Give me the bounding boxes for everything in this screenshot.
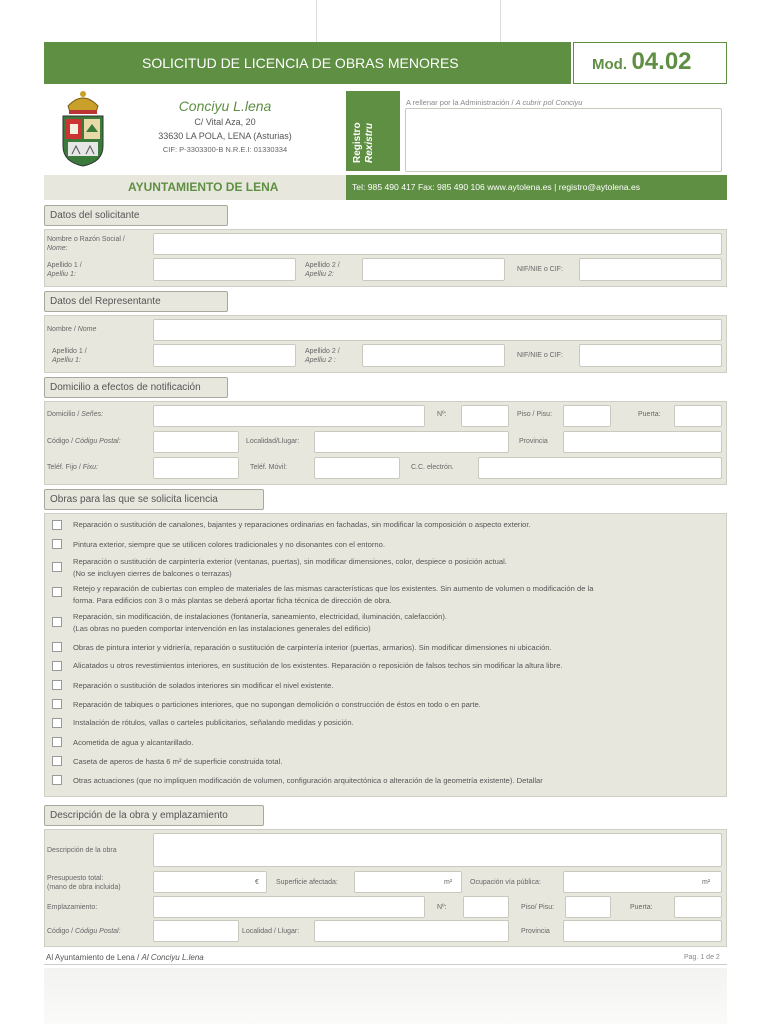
telefono-input[interactable] xyxy=(153,457,239,479)
obra-checkbox[interactable] xyxy=(52,539,62,549)
label-superficie: Superficie afectada: xyxy=(276,879,338,886)
registro-note: A rellenar por la Administración / A cubrir pol Conciyu xyxy=(406,98,583,107)
label-numero: Nº: xyxy=(437,411,447,418)
registro-label: Registro Rexistru xyxy=(352,122,375,163)
section-domicilio: Domicilio a efectos de notificación xyxy=(44,377,228,398)
label-rep-apellido1: Apellido 1 / Apelliu 1: xyxy=(52,348,87,364)
label-emp-puerta: Puerta: xyxy=(630,904,653,911)
obra-item-note: (No se incluyen cierres de balcones o terrazas) xyxy=(73,569,232,578)
emp-numero-input[interactable] xyxy=(463,896,509,918)
label-emp-numero: Nº: xyxy=(437,904,447,911)
page-number: Pag. 1 de 2 xyxy=(684,954,720,961)
obra-item: Reparación, sin modificación, de instalaciones (fontanería, saneamiento, electricidad, iluminación, calefacción). xyxy=(73,612,447,621)
domicilio-input[interactable] xyxy=(153,405,425,427)
emplazamiento-input[interactable] xyxy=(153,896,425,918)
footer-recipient: Al Ayuntamiento de Lena / Al Conciyu L.lena xyxy=(46,953,204,962)
section-solicitante: Datos del solicitante xyxy=(44,205,228,226)
obra-item: Instalación de rótulos, vallas o carteles publicitarios, señalando medidas y posición. xyxy=(73,718,354,727)
label-domicilio: Domicilio / Señes: xyxy=(47,411,104,418)
obra-item: Caseta de aperos de hasta 6 m² de superficie construida total. xyxy=(73,757,283,766)
emp-piso-input[interactable] xyxy=(565,896,611,918)
puerta-input[interactable] xyxy=(674,405,722,427)
obra-checkbox[interactable] xyxy=(52,699,62,709)
label-rep-apellido2: Apellido 2 / Apelliu 2 : xyxy=(305,348,340,364)
obra-item: Alicatados u otros revestimientos interiores, en sustitución de los existentes. Reparación o reposición de falsos techos sin modificar la altura libre. xyxy=(73,661,563,670)
label-emp-provincia: Provincia xyxy=(521,928,550,935)
obra-item: Pintura exterior, siempre que se utilicen colores tradicionales y no disonantes con el entorno. xyxy=(73,540,385,549)
obra-checkbox[interactable] xyxy=(52,617,62,627)
model-prefix: Mod. xyxy=(592,56,627,73)
label-rep-nombre: Nombre / Nome xyxy=(47,326,97,333)
label-ocupacion: Ocupación vía pública: xyxy=(470,879,541,886)
localidad-input[interactable] xyxy=(314,431,509,453)
euro-symbol: € xyxy=(255,879,259,886)
obra-item: Reparación o sustitución de canalones, bajantes y reparaciones ordinarias en fachadas, sin modificar la composición o aspecto exterior. xyxy=(73,520,531,529)
obra-item: Reparación o sustitución de solados interiores sin modificar el nivel existente. xyxy=(73,681,334,690)
label-piso: Piso / Pisu: xyxy=(517,411,553,418)
model-number xyxy=(592,48,692,76)
label-apellido2: Apellido 2 / Apelliu 2: xyxy=(305,262,340,278)
institution-name: Conciyu L.lena xyxy=(178,98,272,114)
obra-checkbox[interactable] xyxy=(52,775,62,785)
model-code: 04.02 xyxy=(631,48,692,75)
footer-divider xyxy=(44,964,727,965)
nombre-input[interactable] xyxy=(153,233,722,255)
page-title: SOLICITUD DE LICENCIA DE OBRAS MENORES xyxy=(142,55,459,71)
obra-item: Acometida de agua y alcantarillado. xyxy=(73,738,194,747)
label-telefono: Teléf. Fijo / Fixu: xyxy=(47,464,98,471)
institution-cif: CIF: P-3303300-B N.R.E.I: 01330334 xyxy=(162,145,288,154)
contact-info: Tel: 985 490 417 Fax: 985 490 106 www.aytolena.es | registro@aytolena.es xyxy=(352,182,641,192)
obra-item-note: (Las obras no pueden comportar intervención en las instalaciones generales del edificio) xyxy=(73,624,371,633)
section-obras: Obras para las que se solicita licencia xyxy=(44,489,264,510)
label-nombre: Nombre o Razón Social / Nome: xyxy=(47,236,125,252)
obra-checkbox[interactable] xyxy=(52,718,62,728)
movil-input[interactable] xyxy=(314,457,400,479)
label-descripcion: Descripción de la obra xyxy=(47,847,117,854)
label-movil: Teléf. Móvil: xyxy=(250,464,287,471)
label-nif: NIF/NIE o CIF: xyxy=(517,266,563,273)
presupuesto-input[interactable] xyxy=(153,871,267,893)
registro-box[interactable] xyxy=(405,108,722,172)
obra-checkbox[interactable] xyxy=(52,737,62,747)
obra-checkbox[interactable] xyxy=(52,756,62,766)
label-emp-codigo-postal: Código / Códigu Postal: xyxy=(47,928,121,935)
rep-apellido2-input[interactable] xyxy=(362,344,505,367)
obra-checkbox[interactable] xyxy=(52,562,62,572)
label-codigo-postal: Código / Códigu Postal: xyxy=(47,438,121,445)
label-presupuesto: Presupuesto total: (mano de obra incluida) xyxy=(47,875,121,891)
label-emp-piso: Piso/ Pisu: xyxy=(521,904,555,911)
coat-of-arms-logo xyxy=(58,88,108,168)
registro-tab xyxy=(346,91,400,171)
institution-address-2: 33630 LA POLA, LENA (Asturias) xyxy=(158,131,292,141)
obra-checkbox[interactable] xyxy=(52,520,62,530)
label-rep-nif: NIF/NIE o CIF: xyxy=(517,352,563,359)
emp-puerta-input[interactable] xyxy=(674,896,722,918)
ocupacion-input[interactable] xyxy=(563,871,722,893)
obra-item: Obras de pintura interior y vidriería, reparación o sustitución de carpintería interior (puertas, armarios). Sin modificar dimensiones ni ubicación. xyxy=(73,643,552,652)
obra-checkbox[interactable] xyxy=(52,587,62,597)
piso-input[interactable] xyxy=(563,405,611,427)
label-localidad: Localidad/Llugar: xyxy=(246,438,300,445)
section-representante: Datos del Representante xyxy=(44,291,228,312)
institution-address-1: C/ Vital Aza, 20 xyxy=(194,117,256,127)
label-email: C.C. electrón. xyxy=(411,464,454,471)
label-emplazamiento: Emplazamiento: xyxy=(47,904,98,911)
label-apellido1: Apellido 1 / Apelliu 1: xyxy=(47,262,82,278)
obra-item: Otras actuaciones (que no impliquen modificación de volumen, configuración arquitectónica o alteración de la geometría existente). Detallar xyxy=(73,776,543,785)
numero-input[interactable] xyxy=(461,405,509,427)
rep-nombre-input[interactable] xyxy=(153,319,722,341)
label-puerta: Puerta: xyxy=(638,411,661,418)
m2-unit: m² xyxy=(444,879,453,886)
label-emp-localidad: Localidad / Llugar: xyxy=(242,928,300,935)
emp-codigo-postal-input[interactable] xyxy=(153,920,239,942)
obra-checkbox[interactable] xyxy=(52,661,62,671)
apellido1-input[interactable] xyxy=(153,258,296,281)
obra-checkbox[interactable] xyxy=(52,680,62,690)
rep-nif-input[interactable] xyxy=(579,344,722,367)
panel-obras xyxy=(44,513,727,797)
obra-item-note: forma. Para edificios con 3 o más plantas se deberá aportar ficha técnica de dirección de obra. xyxy=(73,596,392,605)
descripcion-input[interactable] xyxy=(153,833,722,867)
ayuntamiento-title: AYUNTAMIENTO DE LENA xyxy=(128,180,279,194)
footer-band xyxy=(44,968,727,1024)
codigo-postal-input[interactable] xyxy=(153,431,239,453)
background-line xyxy=(500,0,501,42)
background-line xyxy=(316,0,317,42)
provincia-input[interactable] xyxy=(563,431,722,453)
obra-item: Reparación o sustitución de carpintería exterior (ventanas, puertas), sin modificar dimensiones, color, despiece o posición actual. xyxy=(73,557,507,566)
nif-input[interactable] xyxy=(579,258,722,281)
email-input[interactable] xyxy=(478,457,722,479)
obra-item: Retejo y reparación de cubiertas con empleo de materiales de las mismas características que los existentes. Sin aumento de volumen o modificación de la xyxy=(73,584,594,593)
obra-item: Reparación de tabiques o particiones interiores, que no supongan demolición o construcción de éstos en todo o en parte. xyxy=(73,700,481,709)
label-provincia: Provincia xyxy=(519,438,548,445)
section-descripcion: Descripción de la obra y emplazamiento xyxy=(44,805,264,826)
rep-apellido1-input[interactable] xyxy=(153,344,296,367)
apellido2-input[interactable] xyxy=(362,258,505,281)
m2-unit: m² xyxy=(702,879,711,886)
emp-localidad-input[interactable] xyxy=(314,920,509,942)
emp-provincia-input[interactable] xyxy=(563,920,722,942)
obra-checkbox[interactable] xyxy=(52,642,62,652)
